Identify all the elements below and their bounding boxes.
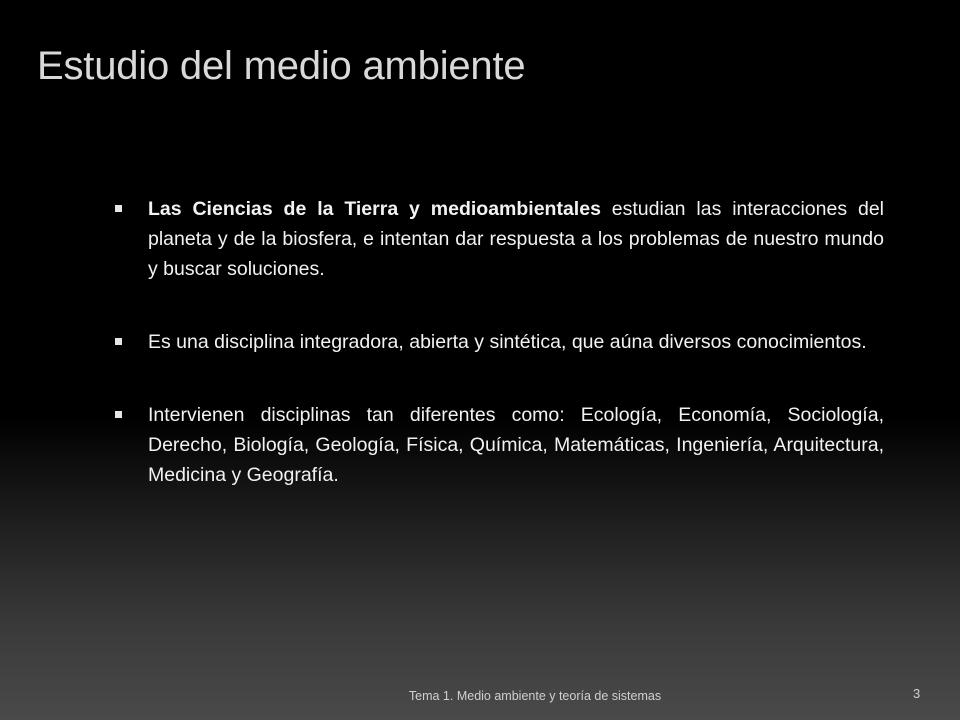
bullet-list [114, 194, 884, 533]
bullet-item [114, 400, 884, 490]
bullet-item [114, 194, 884, 284]
bullet-bold-text: Las Ciencias de la Tierra y medioambientales [148, 198, 601, 220]
square-bullet-icon [115, 411, 122, 418]
bullet-item [114, 327, 884, 357]
bullet-text: estudian las interacciones del planeta y de la biosfera, e intentan dar respuesta a los problemas de nuestro mundo y buscar soluciones. [148, 198, 884, 280]
square-bullet-icon [115, 338, 122, 345]
page-number: 3 [913, 686, 921, 701]
bullet-text: Es una disciplina integradora, abierta y sintética, que aúna diversos conocimientos. [148, 331, 867, 353]
footer-text: Tema 1. Medio ambiente y teoría de sistemas [408, 689, 662, 703]
square-bullet-icon [115, 205, 122, 212]
bullet-text: Intervienen disciplinas tan diferentes como: Ecología, Economía, Sociología, Derecho, Biología, Geología, Física, Química, Matemáticas, Ingeniería, Arquitectura, Medicina y Geografía. [148, 404, 884, 486]
slide-title: Estudio del medio ambiente [37, 44, 526, 88]
